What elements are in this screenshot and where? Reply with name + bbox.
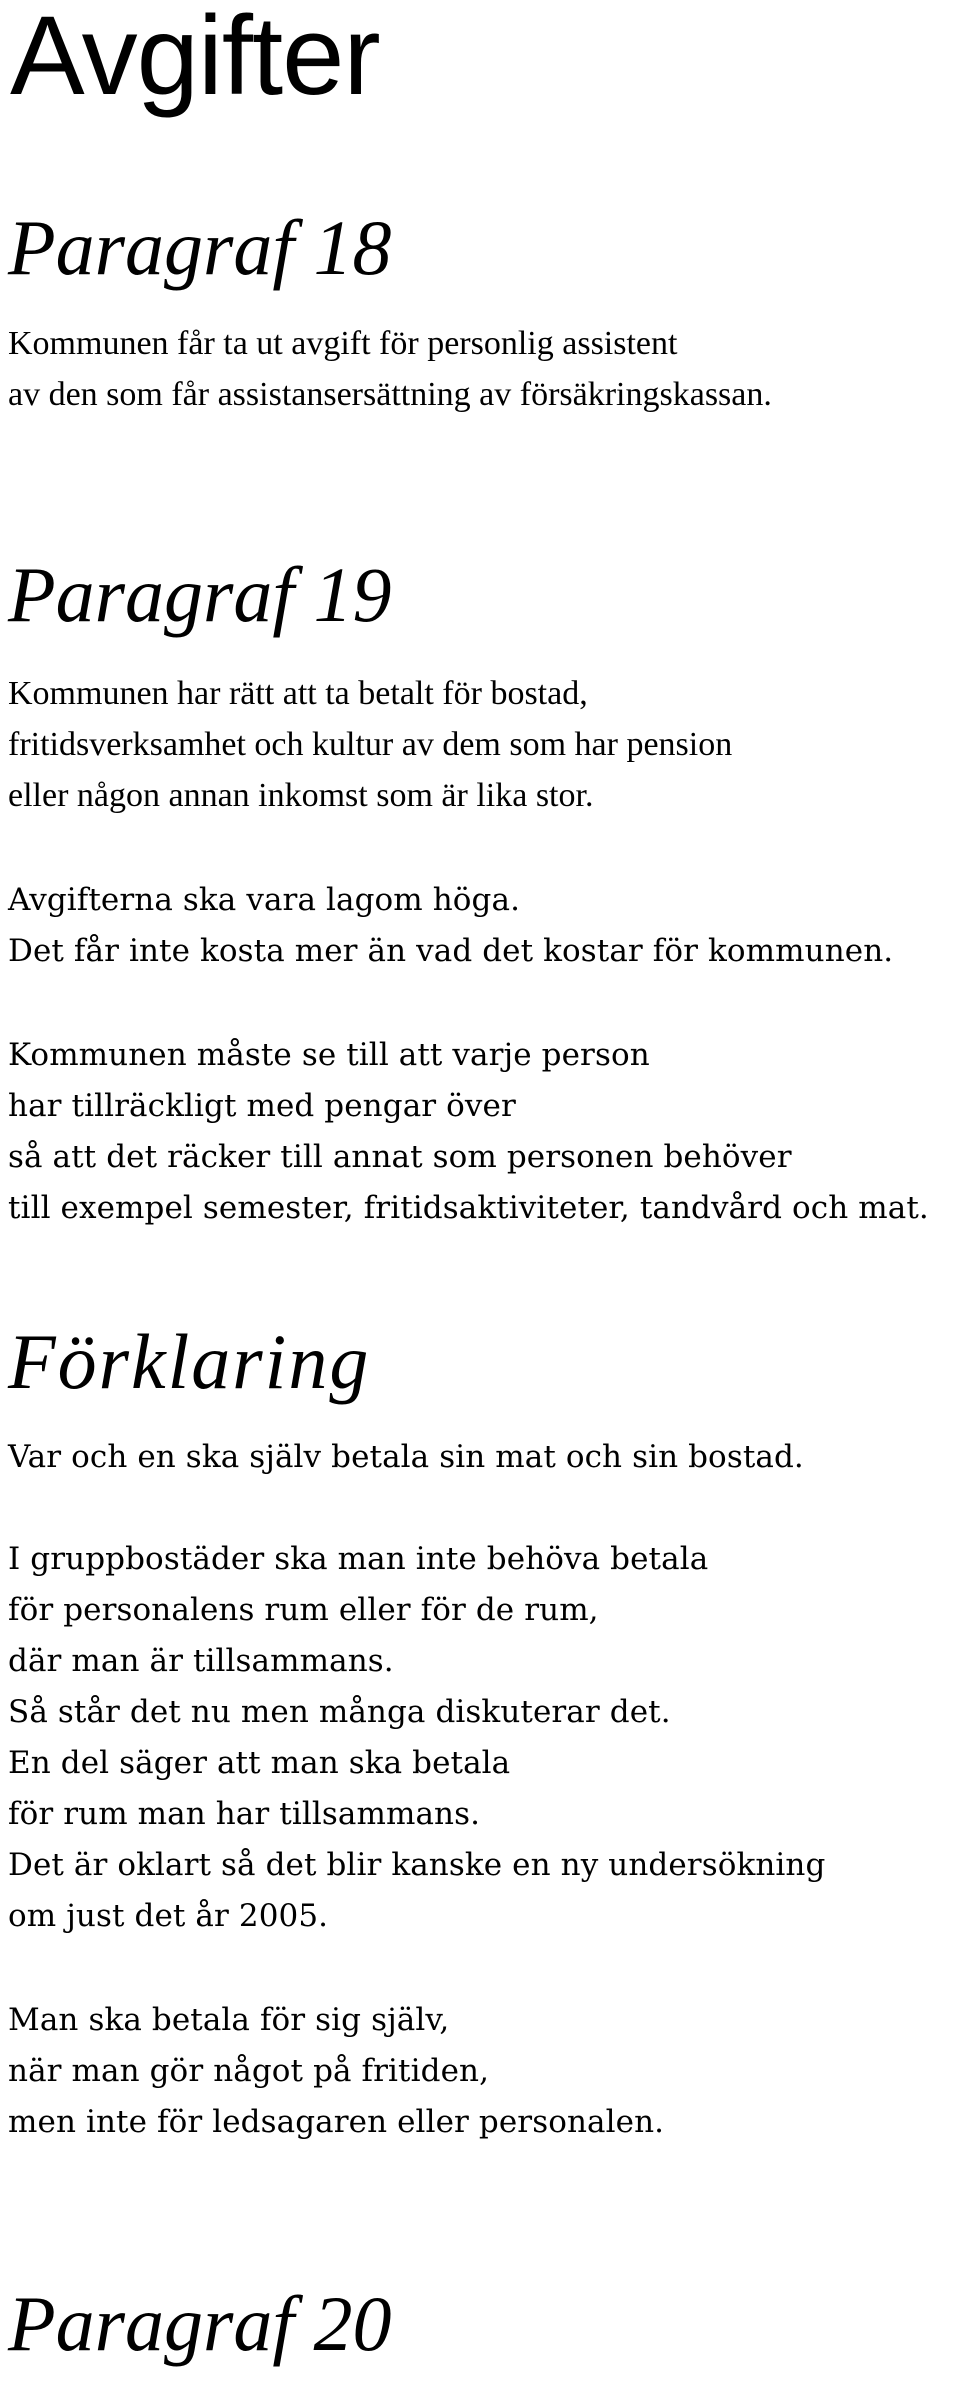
page-title: Avgifter — [10, 0, 380, 118]
section-heading-forklaring: Förklaring — [8, 1318, 371, 1405]
text-line: En del säger att man ska betala — [8, 1745, 511, 1781]
paragraph-forklaring-1 — [8, 1432, 948, 1483]
text-line: eller någon annan inkomst som är lika stor. — [8, 777, 594, 814]
paragraph-forklaring-2 — [8, 1534, 948, 1942]
text-line: om just det år 2005. — [8, 1898, 329, 1934]
text-line: för rum man har tillsammans. — [8, 1796, 481, 1832]
paragraph-p19-1 — [8, 668, 948, 821]
text-line: av den som får assistansersättning av försäkringskassan. — [8, 376, 772, 413]
paragraph-p18-1 — [8, 318, 948, 420]
paragraph-p19-3 — [8, 1030, 948, 1234]
text-line: när man gör något på fritiden, — [8, 2053, 490, 2089]
text-line: till exempel semester, fritidsaktiviteter, tandvård och mat. — [8, 1190, 929, 1226]
text-line: har tillräckligt med pengar över — [8, 1088, 516, 1124]
section-heading-paragraf-20: Paragraf 20 — [8, 2280, 392, 2367]
text-line: för personalens rum eller för de rum, — [8, 1592, 599, 1628]
text-line: Kommunen har rätt att ta betalt för bostad, — [8, 675, 588, 712]
section-heading-paragraf-19: Paragraf 19 — [8, 551, 392, 638]
paragraph-forklaring-3 — [8, 1995, 948, 2148]
text-line: Avgifterna ska vara lagom höga. — [8, 882, 521, 918]
text-line: Var och en ska själv betala sin mat och sin bostad. — [8, 1439, 804, 1475]
text-line: Så står det nu men många diskuterar det. — [8, 1694, 671, 1730]
text-line: så att det räcker till annat som personen behöver — [8, 1139, 792, 1175]
text-line: Det är oklart så det blir kanske en ny undersökning — [8, 1847, 826, 1883]
text-line: där man är tillsammans. — [8, 1643, 394, 1679]
text-line: Man ska betala för sig själv, — [8, 2002, 450, 2038]
text-line: men inte för ledsagaren eller personalen. — [8, 2104, 665, 2140]
section-heading-paragraf-18: Paragraf 18 — [8, 204, 392, 291]
text-line: fritidsverksamhet och kultur av dem som har pension — [8, 726, 733, 763]
text-line: Kommunen får ta ut avgift för personlig assistent — [8, 325, 678, 362]
paragraph-p19-2 — [8, 875, 948, 977]
text-line: Kommunen måste se till att varje person — [8, 1037, 650, 1073]
text-line: I gruppbostäder ska man inte behöva betala — [8, 1541, 709, 1577]
text-line: Det får inte kosta mer än vad det kostar för kommunen. — [8, 933, 894, 969]
